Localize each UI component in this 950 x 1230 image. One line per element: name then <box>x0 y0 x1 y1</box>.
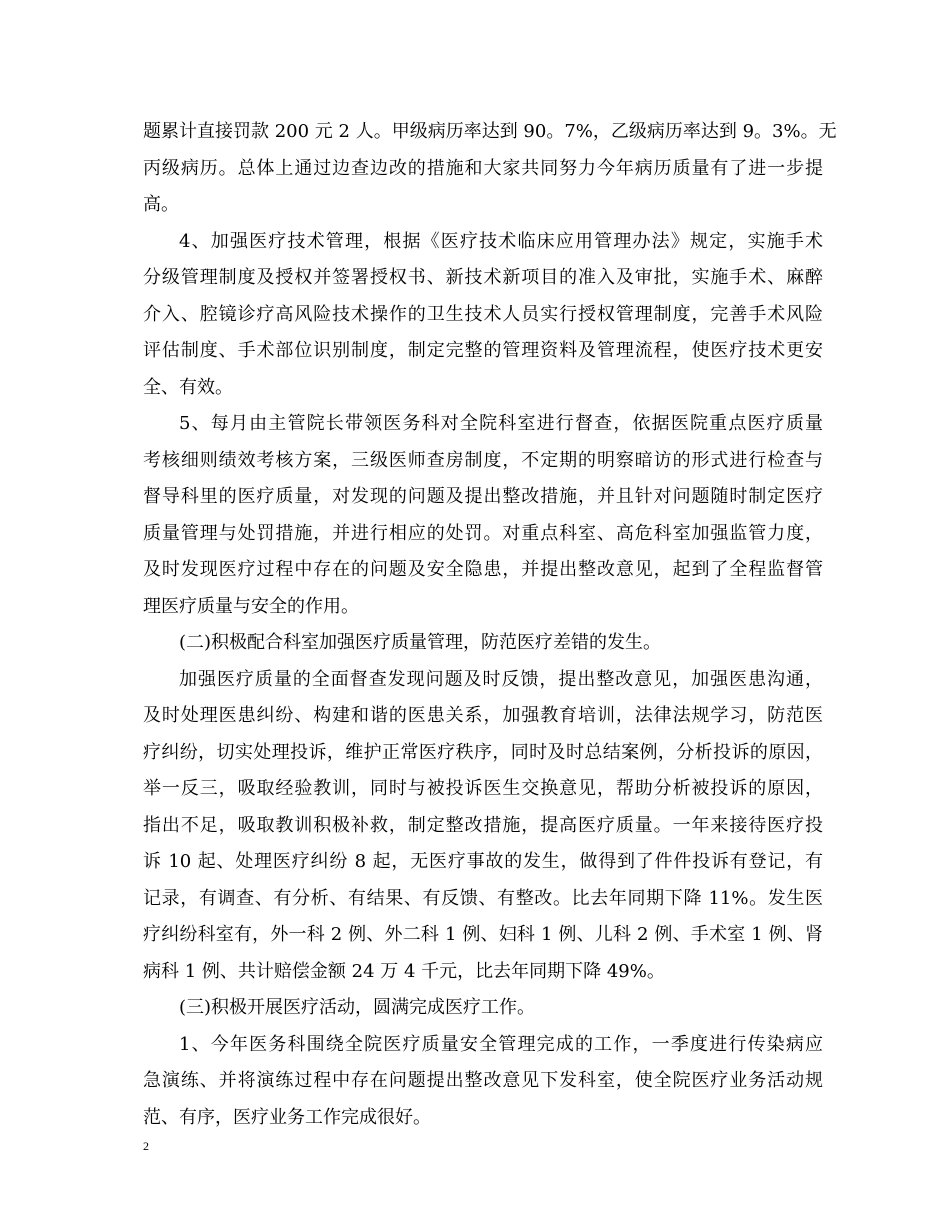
text-line: 急演练、并将演练过程中存在问题提出整改意见下发科室，使全院医疗业务活动规 <box>143 1070 823 1091</box>
text-line: 理医疗质量与安全的作用。 <box>143 595 359 617</box>
text-line: 诉 10 起、处理医疗纠纷 8 起，无医疗事故的发生，做得到了件件投诉有登记，有 <box>143 851 823 872</box>
text-line: 全、有效。 <box>143 376 233 398</box>
text-line: 及时发现医疗过程中存在的问题及安全隐患，并提出整改意见，起到了全程监督管 <box>143 559 823 580</box>
text-line: 加强医疗质量的全面督查发现问题及时反馈，提出整改意见，加强医患沟通， <box>179 668 823 690</box>
section-heading: (二)积极配合科室加强医疗质量管理，防范医疗差错的发生。 <box>179 632 662 653</box>
text-line: 5、每月由主管院长带领医务科对全院科室进行督查，依据医院重点医疗质量 <box>179 413 823 434</box>
document-body <box>143 114 837 1136</box>
text-line: 考核细则绩效考核方案，三级医师查房制度，不定期的明察暗访的形式进行检查与 <box>143 449 823 471</box>
text-line: 举一反三，吸取经验教训，同时与被投诉医生交换意见，帮助分析被投诉的原因， <box>143 778 823 799</box>
text-line: 分级管理制度及授权并签署授权书、新技术新项目的准入及审批，实施手术、麻醉 <box>143 267 823 288</box>
page-number: 2 <box>143 1139 149 1153</box>
text-line: 质量管理与处罚措施，并进行相应的处罚。对重点科室、高危科室加强监管力度， <box>143 522 823 544</box>
text-line: 督导科里的医疗质量，对发现的问题及提出整改措施，并且针对问题随时制定医疗 <box>143 486 823 507</box>
text-line: 疗纠纷，切实处理投诉，维护正常医疗秩序，同时及时总结案例，分析投诉的原因， <box>143 741 823 763</box>
text-line: 1、今年医务科围绕全院医疗质量安全管理完成的工作，一季度进行传染病应 <box>179 1033 823 1055</box>
text-line: 丙级病历。总体上通过边查边改的措施和大家共同努力今年病历质量有了进一步提 <box>143 157 823 179</box>
text-line: 指出不足，吸取教训积极补救，制定整改措施，提高医疗质量。一年来接待医疗投 <box>143 814 823 836</box>
text-line: 高。 <box>143 194 179 215</box>
text-line: 4、加强医疗技术管理，根据《医疗技术临床应用管理办法》规定，实施手术 <box>179 230 823 252</box>
text-line: 病科 1 例、共计赔偿金额 24 万 4 千元，比去年同期下降 49%。 <box>143 960 665 982</box>
text-line: 介入、腔镜诊疗高风险技术操作的卫生技术人员实行授权管理制度，完善手术风险 <box>143 303 823 325</box>
text-line: 评估制度、手术部位识别制度，制定完整的管理资料及管理流程，使医疗技术更安 <box>143 340 823 361</box>
text-line: 范、有序，医疗业务工作完成很好。 <box>143 1106 431 1128</box>
text-line: 记录，有调查、有分析、有结果、有反馈、有整改。比去年同期下降 11%。发生医 <box>143 887 823 909</box>
section-heading: (三)积极开展医疗活动，圆满完成医疗工作。 <box>179 997 536 1018</box>
text-line: 疗纠纷科室有，外一科 2 例、外二科 1 例、妇科 1 例、儿科 2 例、手术室 1 例、肾 <box>143 924 823 945</box>
text-line: 题累计直接罚款 200 元 2 人。甲级病历率达到 90。7%，乙级病历率达到 9。3%。无 <box>143 121 837 142</box>
text-line: 及时处理医患纠纷、构建和谐的医患关系，加强教育培训，法律法规学习，防范医 <box>143 705 823 726</box>
